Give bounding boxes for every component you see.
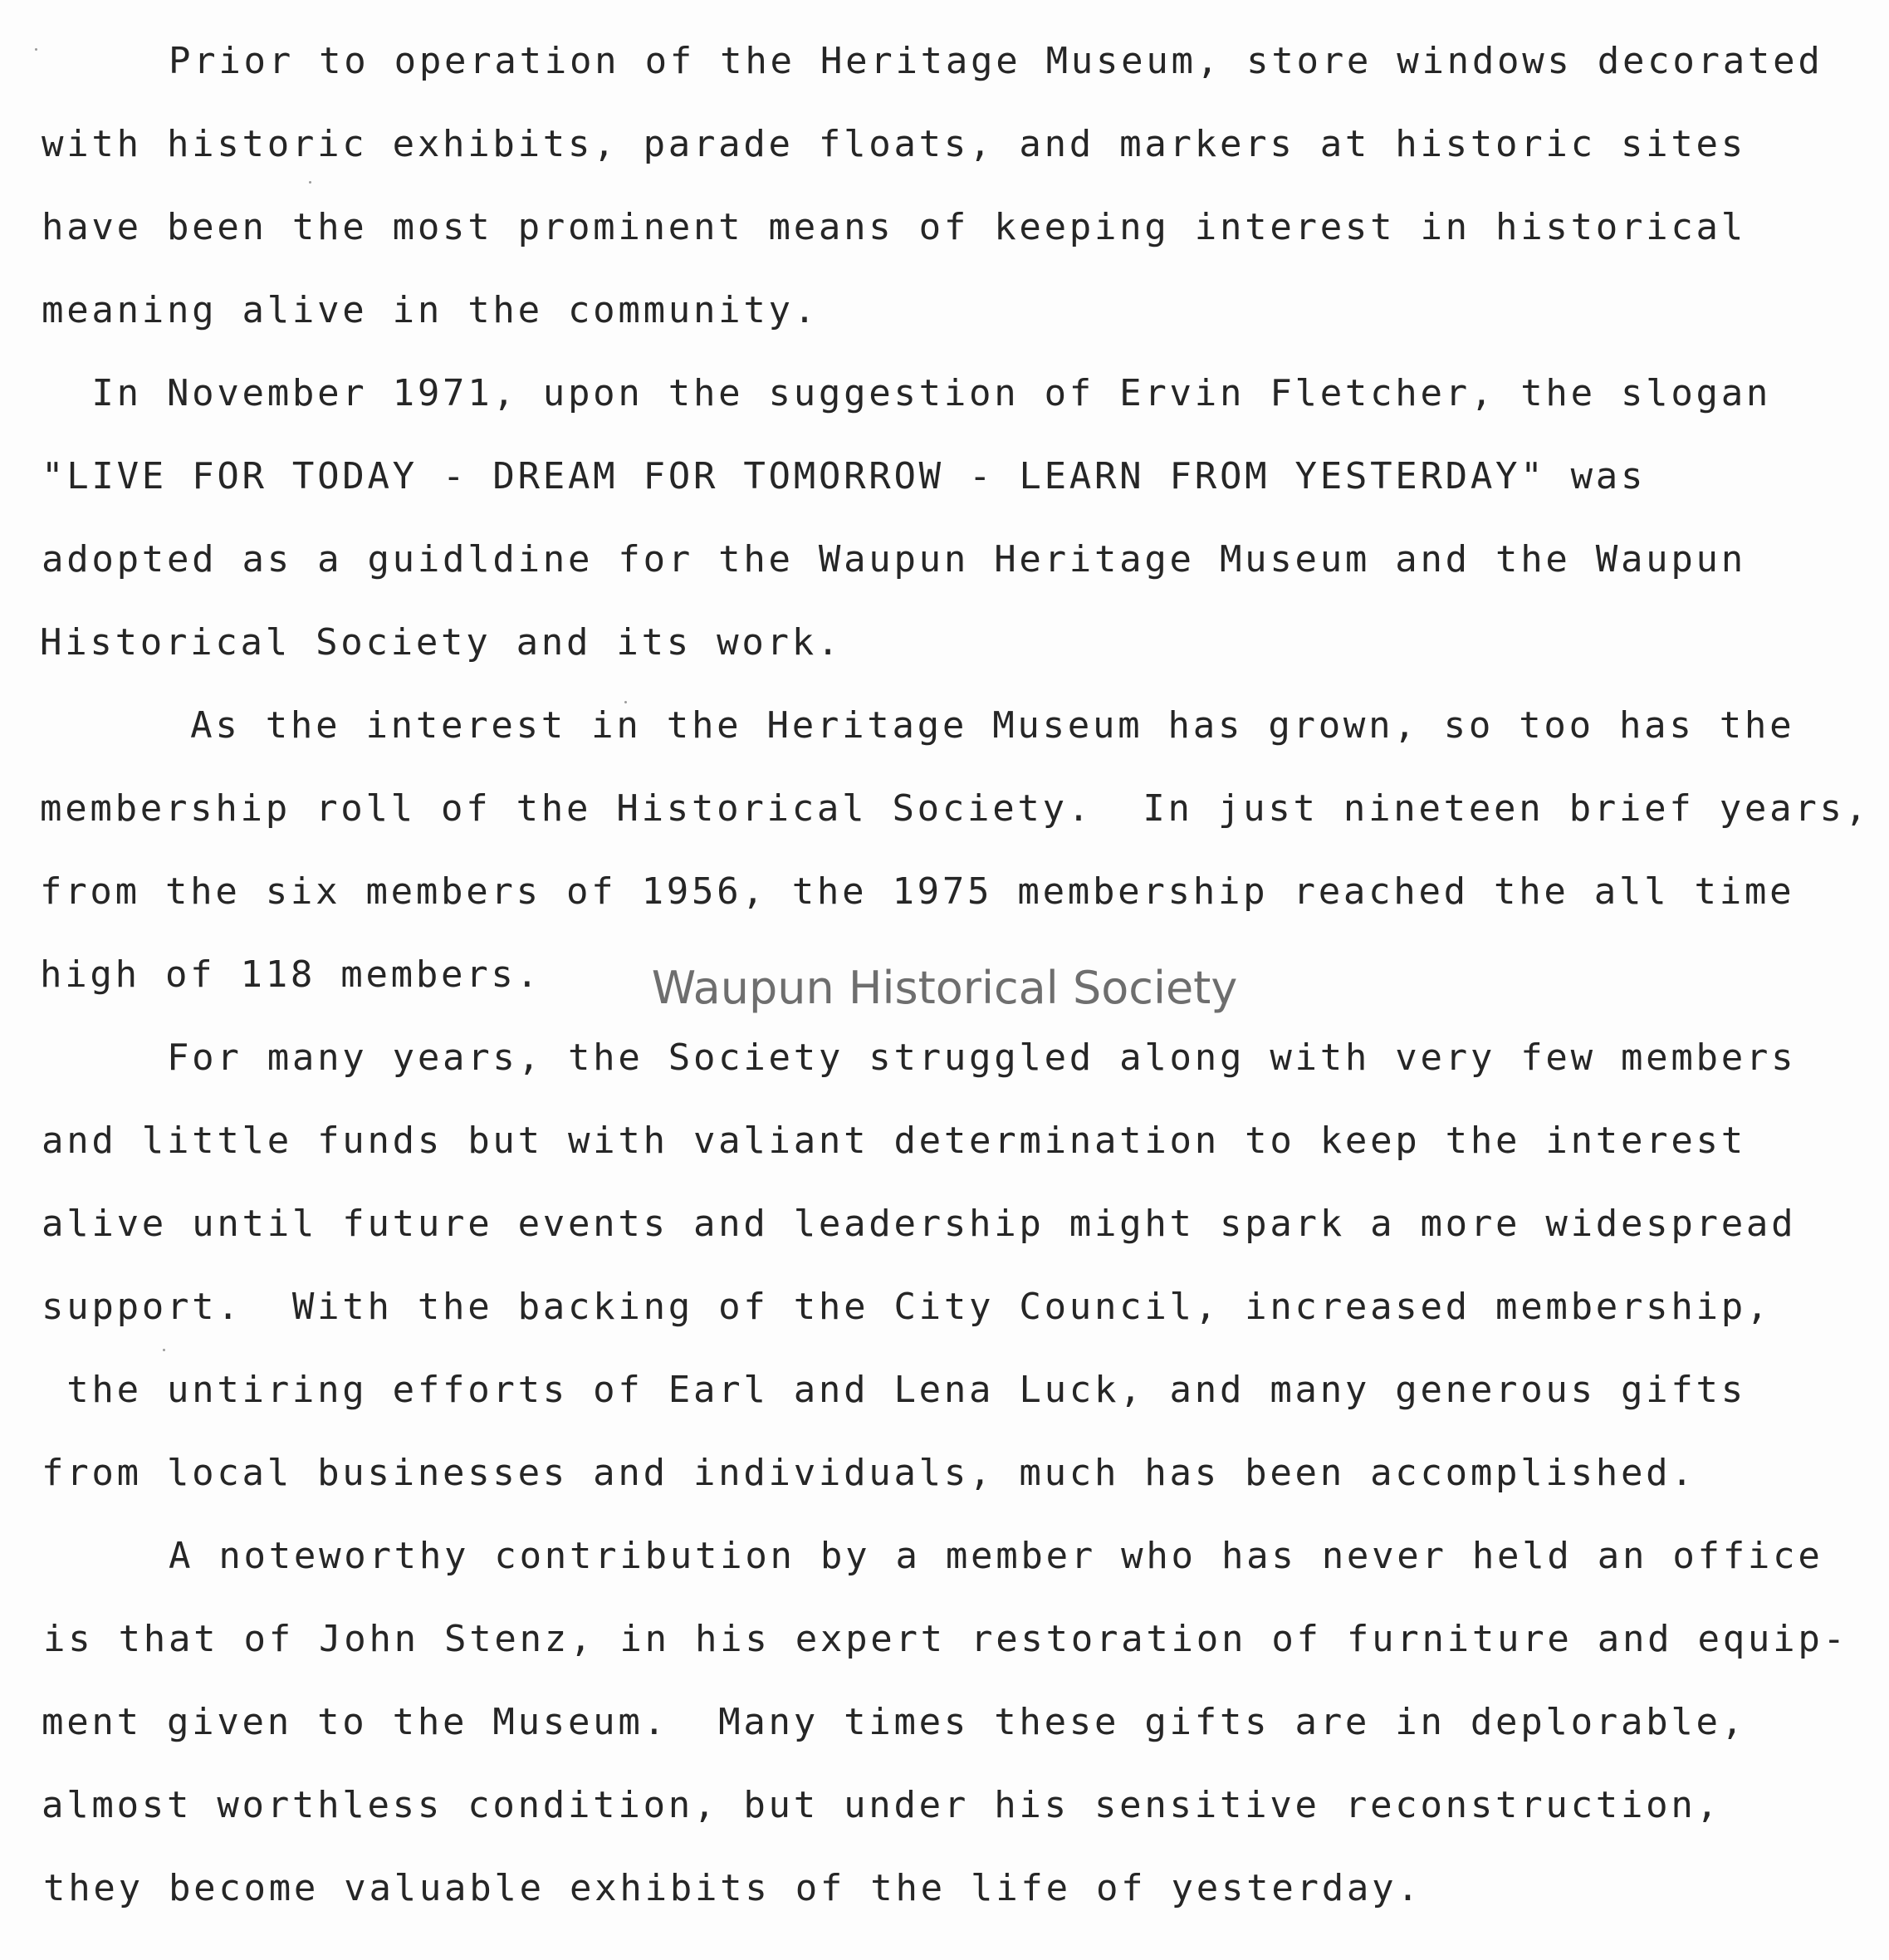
paper-speck xyxy=(35,48,37,51)
text-line: ment given to the Museum. Many times these gifts are in deplorable, xyxy=(42,1701,1746,1743)
watermark: Waupun Historical Society xyxy=(651,962,1238,1014)
text-line: A noteworthy contribution by a member who has never held an office xyxy=(43,1535,1823,1577)
text-line: As the interest in the Heritage Museum has grown, so too has the xyxy=(40,704,1795,747)
text-line: high of 118 members. xyxy=(40,953,541,996)
text-line: support. With the backing of the City Council, increased membership, xyxy=(42,1286,1772,1328)
paper-speck xyxy=(624,701,627,703)
text-line: For many years, the Society struggled along with very few members xyxy=(42,1036,1797,1079)
text-line: Prior to operation of the Heritage Museum, store windows decorated xyxy=(43,40,1823,82)
text-line: from the six members of 1956, the 1975 membership reached the all time xyxy=(40,870,1795,913)
text-line: they become valuable exhibits of the life of yesterday. xyxy=(43,1867,1422,1909)
text-line: is that of John Stenz, in his expert restoration of furniture and equip- xyxy=(43,1618,1848,1660)
text-line: almost worthless condition, but under his sensitive reconstruction, xyxy=(42,1784,1721,1826)
text-line: and little funds but with valiant determination to keep the interest xyxy=(42,1120,1746,1162)
text-line: the untiring efforts of Earl and Lena Luck, and many generous gifts xyxy=(42,1369,1746,1411)
text-line: from local businesses and individuals, much has been accomplished. xyxy=(42,1452,1696,1494)
paper-speck xyxy=(163,1349,165,1351)
text-line: alive until future events and leadership might spark a more widespread xyxy=(42,1203,1797,1245)
text-line: Historical Society and its work. xyxy=(40,621,843,664)
text-line: "LIVE FOR TODAY - DREAM FOR TOMORROW - LEARN FROM YESTERDAY" was xyxy=(42,455,1647,497)
text-line: have been the most prominent means of keeping interest in historical xyxy=(42,206,1746,248)
text-line: In November 1971, upon the suggestion of Ervin Fletcher, the slogan xyxy=(42,372,1772,414)
text-line: membership roll of the Historical Society. In just nineteen brief years, xyxy=(40,787,1870,830)
text-line: with historic exhibits, parade floats, and markers at historic sites xyxy=(42,123,1746,165)
paper-speck xyxy=(309,181,311,184)
text-line: adopted as a guidldine for the Waupun Heritage Museum and the Waupun xyxy=(42,538,1746,581)
text-line: meaning alive in the community. xyxy=(42,289,819,331)
